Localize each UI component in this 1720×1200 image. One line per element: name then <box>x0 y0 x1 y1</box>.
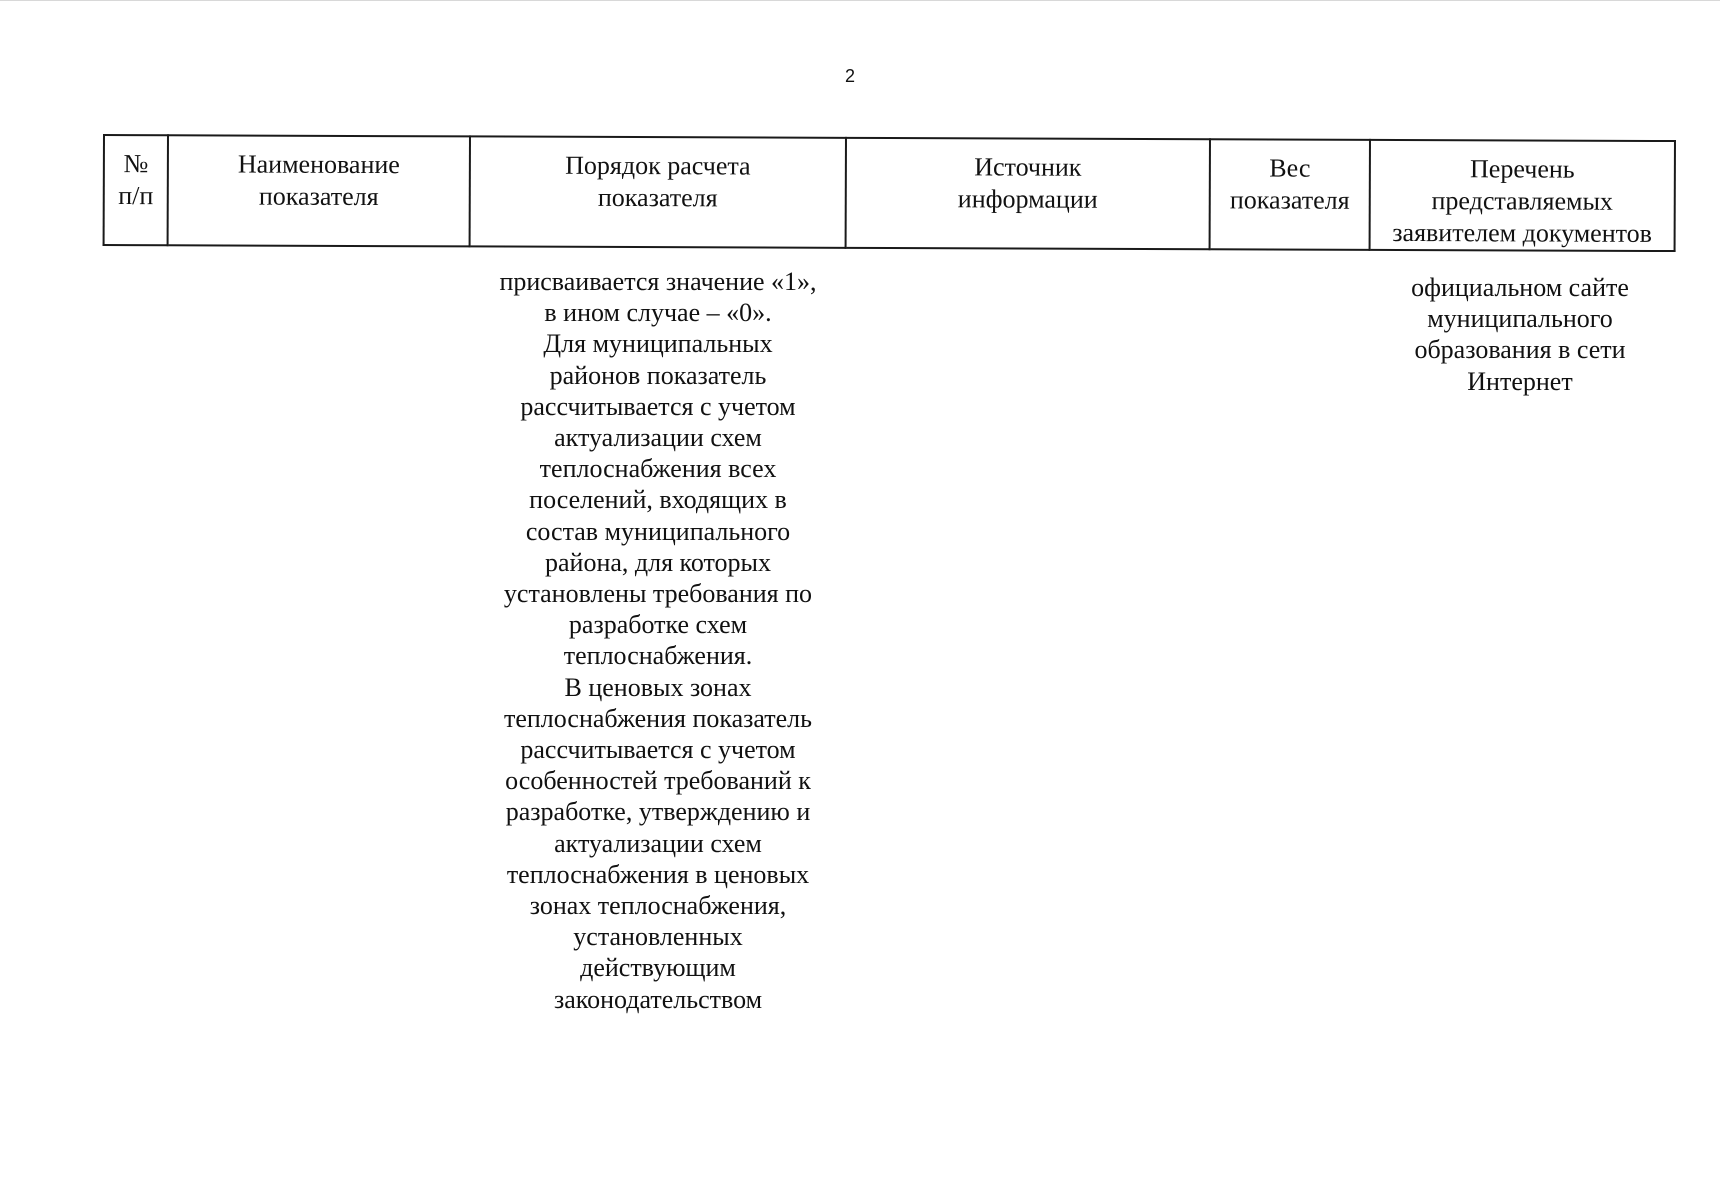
header-indicator-name <box>168 135 470 246</box>
header-weight <box>1210 139 1370 250</box>
page-number: 2 <box>844 66 855 86</box>
indicator-table-header <box>103 134 1676 252</box>
header-documents <box>1370 140 1675 251</box>
header-row <box>104 135 1675 251</box>
header-calculation <box>470 136 846 247</box>
header-documents-label: Перечень представляемых заявителем документов <box>1392 154 1653 248</box>
header-source-label: Источник информации <box>957 152 1098 214</box>
header-indicator-name-label: Наименование показателя <box>237 149 400 212</box>
header-number-label: № п/п <box>118 149 154 211</box>
header-calculation-label: Порядок расчета показателя <box>565 150 751 213</box>
header-source <box>846 138 1210 249</box>
header-number <box>104 135 168 245</box>
scan-edge <box>0 0 1720 1</box>
header-weight-label: Вес показателя <box>1229 153 1350 215</box>
documents-cell-text: официальном сайте муниципального образования в сети Интернет <box>1411 273 1629 396</box>
calculation-cell-text: присваивается значение «1», в ином случае – «0». Для муниципальных районов показатель рассчитывается с учетом актуализации схем теплоснабжения всех поселений, входящих в состав муниципального района, для которых установлены требования по разработке схем теплоснабжения. В ценовых зонах теплоснабжения показатель рассчитывается с учетом особенностей требований к разработке, утверждению и актуализации схем теплоснабжения в ценовых зонах теплоснабжения, установленных действующим законодательством <box>499 267 817 1014</box>
